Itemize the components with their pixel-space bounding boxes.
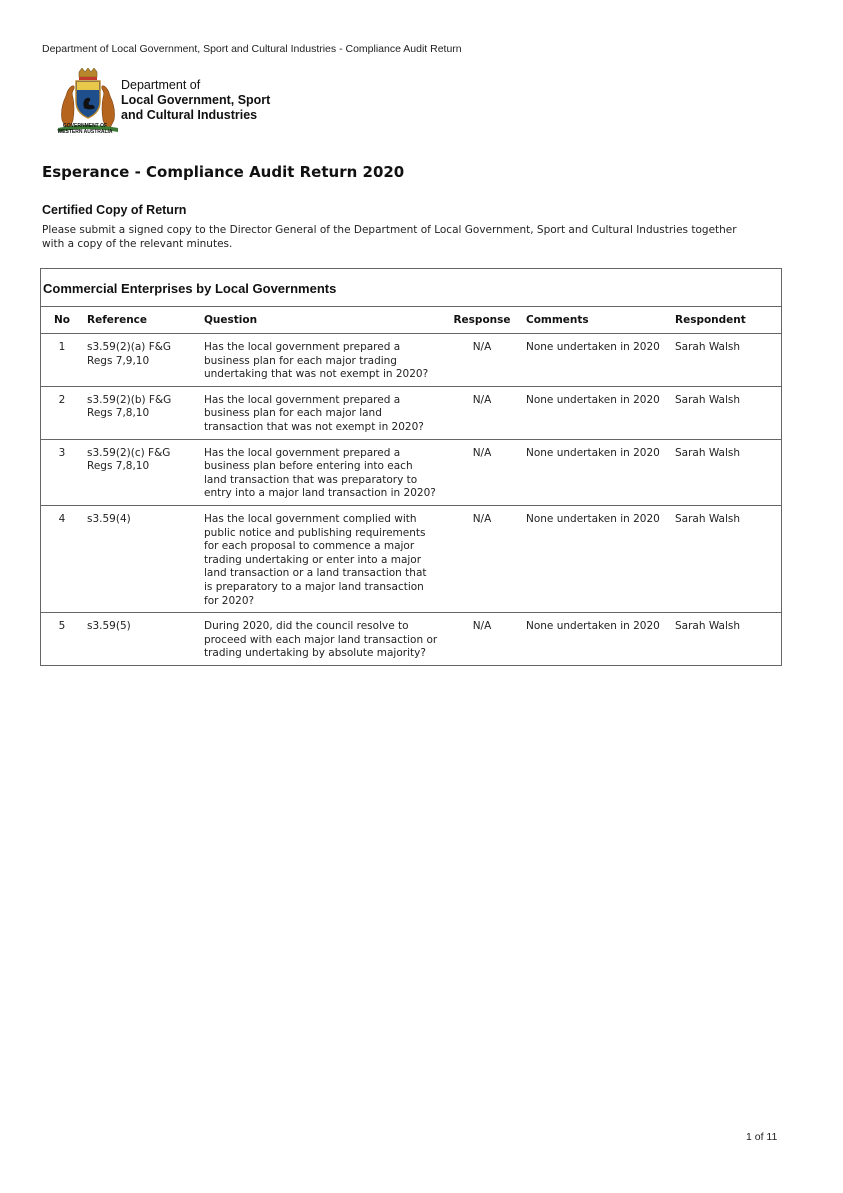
table-row — [41, 334, 781, 387]
cell-question: Has the local government prepared a business plan for each major land transaction that was not exempt in 2020? — [204, 393, 424, 433]
cell-reference: s3.59(2)(c) F&G Regs 7,8,10 — [87, 446, 171, 473]
cell-comments: None undertaken in 2020 — [526, 341, 660, 353]
cell-comments: None undertaken in 2020 — [526, 512, 660, 525]
table-row — [41, 386, 781, 439]
column-header-reference: Reference — [83, 307, 200, 334]
column-header-comments: Comments — [522, 307, 671, 334]
cell-reference: s3.59(2)(a) F&G Regs 7,9,10 — [87, 341, 172, 367]
cell-question: Has the local government prepared a business plan before entering into each land transaction that was preparatory to entry into a major land transaction in 2020? — [204, 446, 436, 500]
column-header-no: No — [41, 307, 83, 334]
table-row — [41, 505, 781, 612]
cell-no: 1 — [58, 341, 66, 353]
cell-reference: s3.59(2)(b) F&G Regs 7,8,10 — [87, 393, 172, 420]
certified-copy-heading: Certified Copy of Return — [42, 203, 187, 217]
cell-response: N/A — [472, 620, 492, 633]
section-title: Commercial Enterprises by Local Governments — [41, 269, 781, 307]
government-label-line-1: GOVERNMENT OF — [62, 123, 108, 129]
cell-comments: None undertaken in 2020 — [526, 393, 660, 406]
cell-comments: None undertaken in 2020 — [526, 446, 660, 459]
running-header: Department of Local Government, Sport and Cultural Industries - Compliance Audit Return — [42, 43, 462, 55]
document-title: Esperance - Compliance Audit Return 2020 — [42, 163, 405, 181]
table-row — [41, 439, 781, 505]
cell-question: During 2020, did the council resolve to proceed with each major land transaction or trading undertaking by absolute majority? — [204, 620, 438, 660]
department-name — [121, 78, 270, 123]
commercial-enterprises-section — [40, 268, 782, 666]
column-header-question: Question — [200, 307, 442, 334]
cell-respondent: Sarah Walsh — [675, 341, 741, 353]
certified-copy-instructions: Please submit a signed copy to the Director General of the Department of Local Government, Sport and Cultural Industries together with a copy of the relevant minutes. — [42, 224, 737, 250]
column-header-respondent: Respondent — [671, 307, 781, 334]
cell-no: 3 — [58, 446, 66, 459]
department-name-line-2: Local Government, Sport — [121, 93, 271, 107]
cell-respondent: Sarah Walsh — [675, 620, 741, 633]
cell-reference: s3.59(5) — [87, 620, 131, 633]
department-name-line-1: Department of — [121, 78, 201, 92]
government-label — [50, 123, 120, 135]
cell-question: Has the local government prepared a business plan for each major trading undertaking that was not exempt in 2020? — [204, 341, 429, 381]
page-number: 1 of 11 — [746, 1131, 778, 1143]
table-header-row — [41, 307, 781, 334]
cell-respondent: Sarah Walsh — [675, 512, 741, 525]
cell-reference: s3.59(4) — [87, 512, 131, 525]
cell-response: N/A — [472, 341, 492, 353]
cell-no: 5 — [58, 620, 66, 633]
cell-no: 4 — [58, 512, 66, 525]
cell-respondent: Sarah Walsh — [675, 446, 741, 459]
cell-response: N/A — [472, 446, 492, 459]
cell-response: N/A — [472, 512, 492, 525]
cell-response: N/A — [472, 393, 492, 406]
cell-question: Has the local government complied with public notice and publishing requirements for each proposal to commence a major trading undertaking or enter into a major land transaction or a land transaction that is preparatory to a major land transaction for 2020? — [204, 512, 427, 607]
column-header-response: Response — [442, 307, 522, 334]
cell-respondent: Sarah Walsh — [675, 393, 741, 406]
cell-no: 2 — [58, 393, 66, 406]
department-name-line-3: and Cultural Industries — [121, 108, 258, 122]
table-row — [41, 613, 781, 665]
compliance-table — [41, 307, 781, 665]
cell-comments: None undertaken in 2020 — [526, 620, 660, 633]
government-label-line-2: WESTERN AUSTRALIA — [57, 129, 113, 135]
